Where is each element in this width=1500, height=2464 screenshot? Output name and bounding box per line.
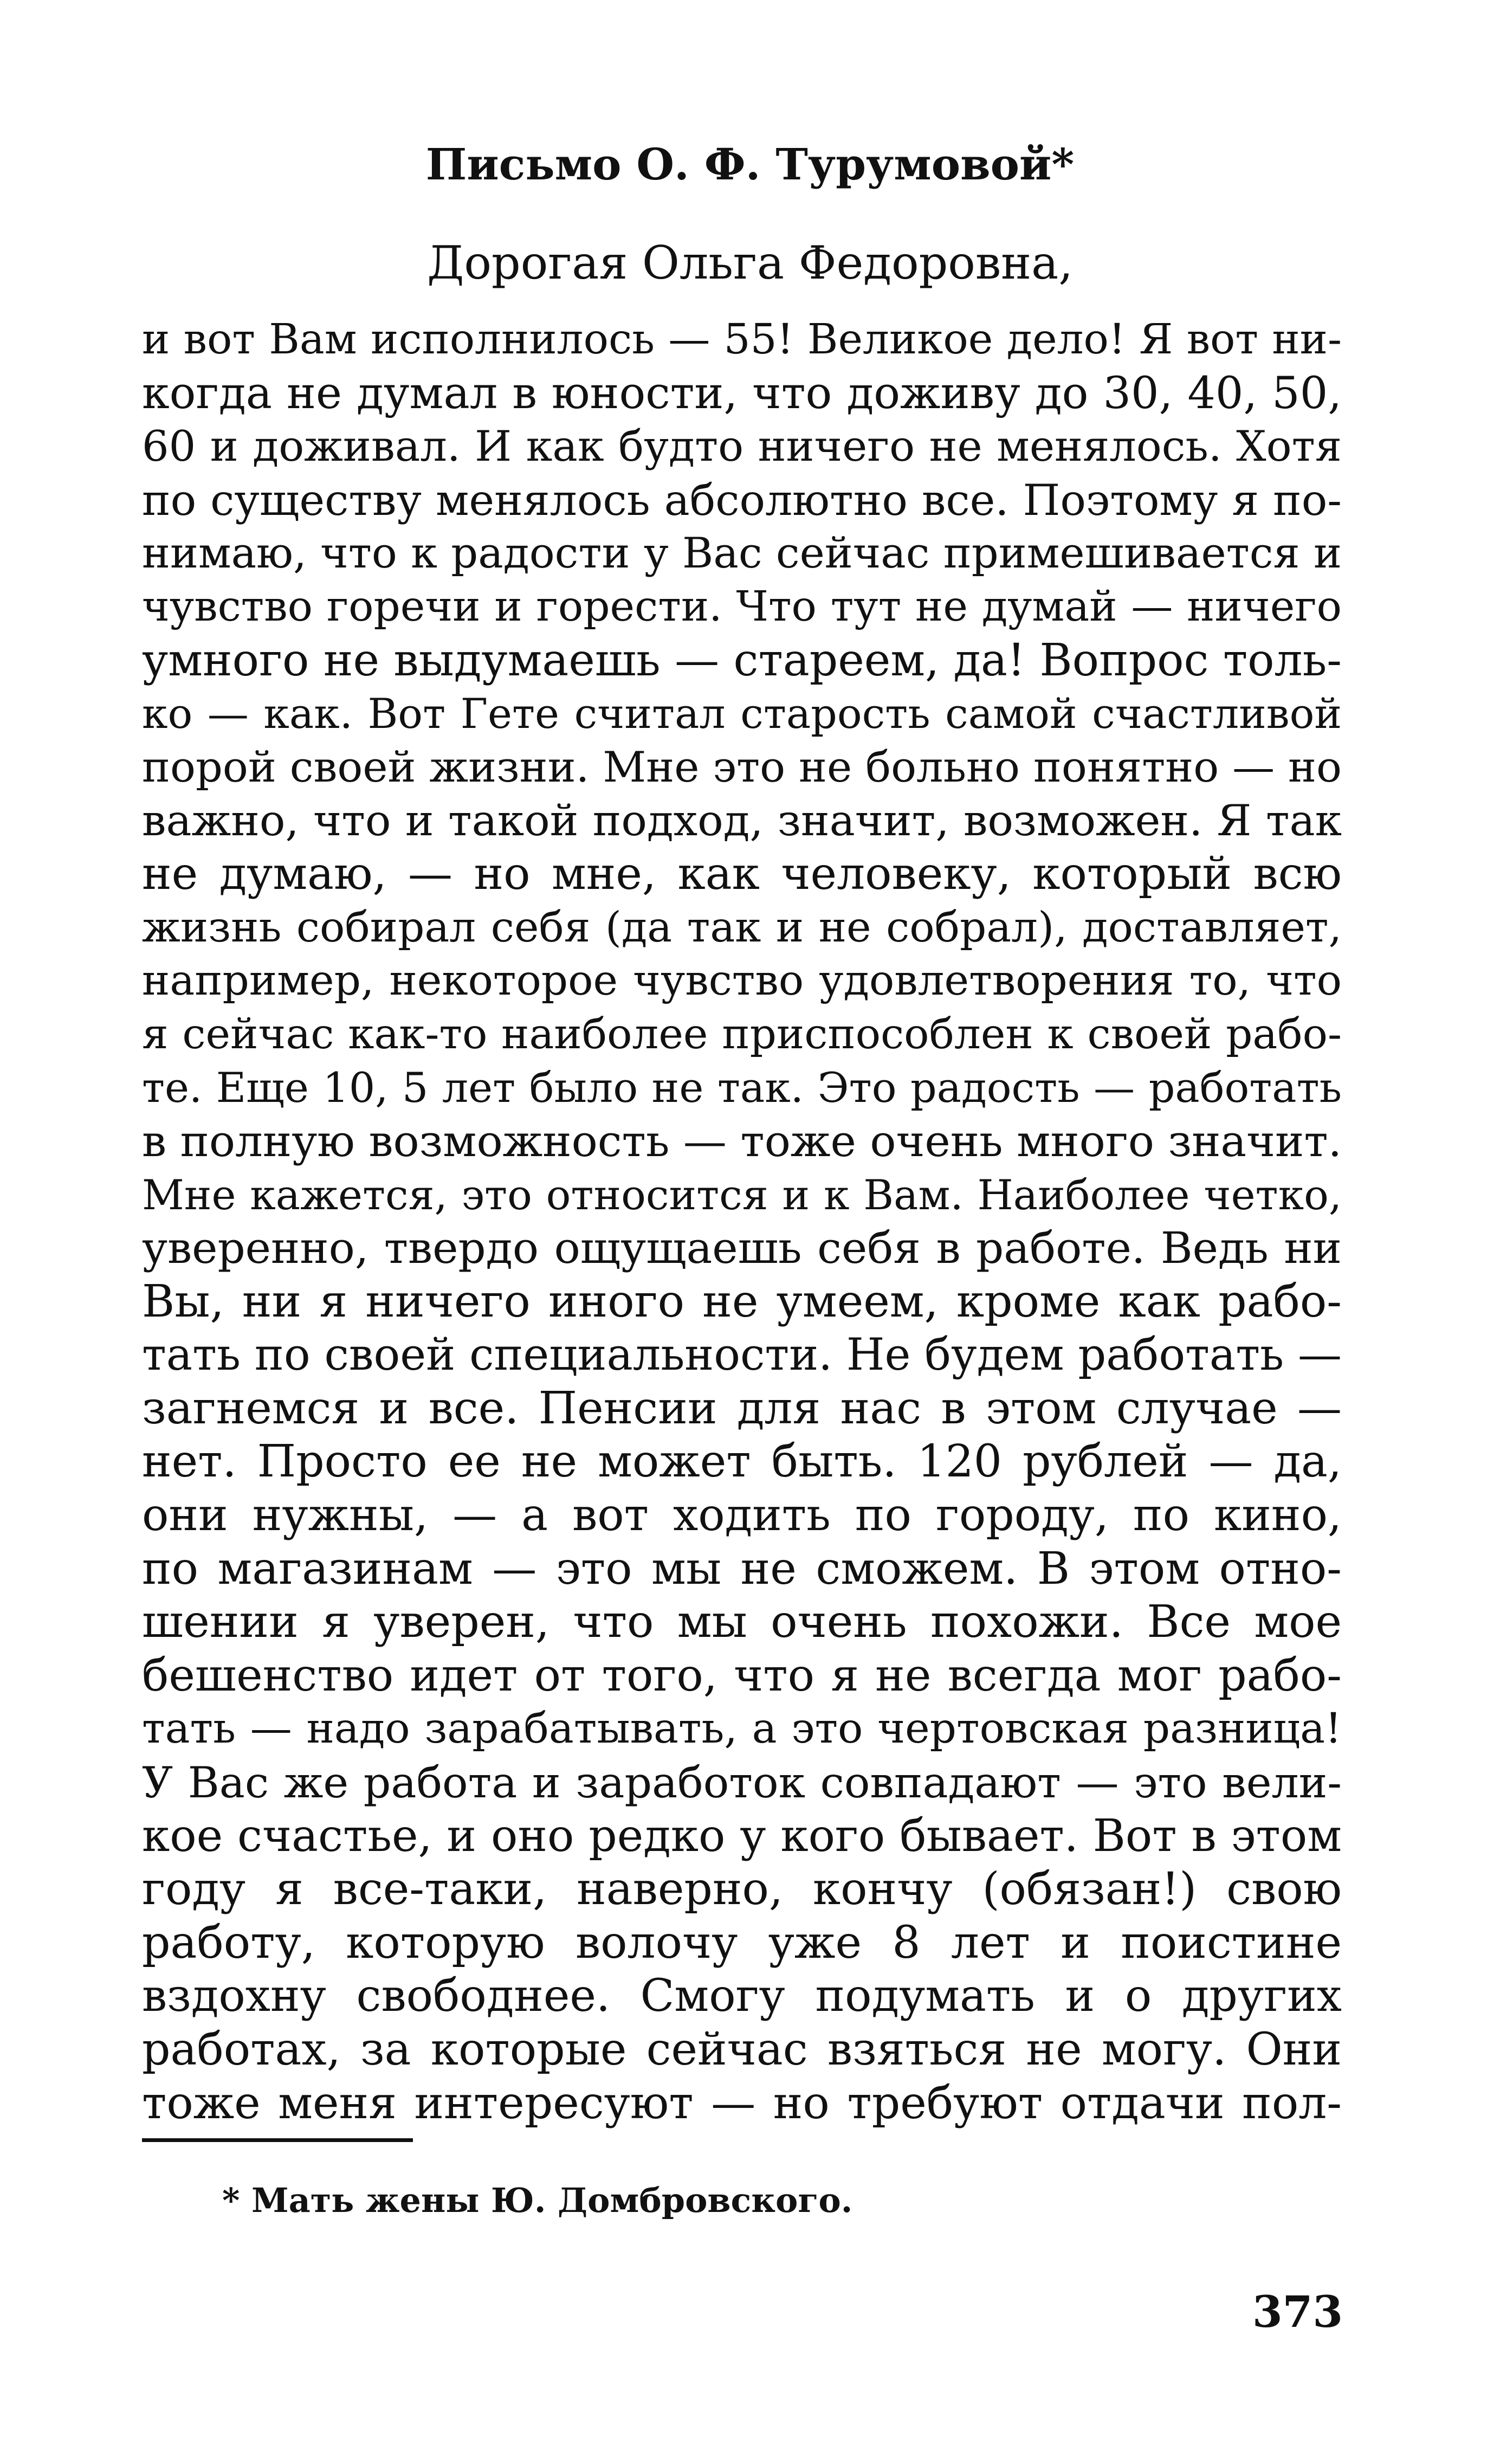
text-line: нимаю, что к радости у Вас сейчас примешивается и <box>142 529 1342 578</box>
text-line: по магазинам — это мы не сможем. В этом отно- <box>142 1543 1342 1595</box>
text-line: и вот Вам исполнилось — 55! Великое дело! Я вот ни- <box>142 315 1342 364</box>
text-line: в полную возможность — тоже очень много значит. <box>142 1115 1342 1166</box>
text-line: У Вас же работа и заработок совпадают — это вели- <box>142 1758 1342 1808</box>
page-number: 373 <box>1252 2286 1343 2337</box>
text-line: тать — надо зарабатывать, а это чертовская разница! <box>142 1705 1342 1753</box>
text-line: жизнь собирал себя (да так и не собрал), доставляет, <box>142 903 1342 952</box>
text-line: Мне кажется, это относится и к Вам. Наиболее четко, <box>142 1170 1342 1219</box>
text-line: порой своей жизни. Мне это не больно понятно — но <box>142 743 1342 792</box>
text-line: 60 и доживал. И как будто ничего не менялось. Хотя <box>142 422 1342 472</box>
text-line: например, некоторое чувство удовлетворения то, что <box>142 957 1342 1005</box>
text-line: они нужны, — а вот ходить по городу, по кино, <box>142 1489 1342 1541</box>
text-line: умного не выдумаешь — стареем, да! Вопрос толь- <box>142 634 1342 686</box>
text-line: работу, которую волочу уже 8 лет и поистине <box>142 1917 1342 1969</box>
text-line: по существу менялось абсолютно все. Поэтому я по- <box>142 475 1342 525</box>
text-line: бешенство идет от того, что я не всегда мог рабо- <box>142 1649 1342 1701</box>
footnote: * Мать жены Ю. Домбровского. <box>222 2181 853 2220</box>
letter-salutation: Дорогая Ольга Федоровна, <box>427 236 1073 289</box>
letter-title: Письмо О. Ф. Турумовой* <box>425 139 1075 190</box>
footnote-divider <box>142 2138 413 2142</box>
text-line: уверенно, твердо ощущаешь себя в работе. Ведь ни <box>142 1223 1342 1274</box>
text-line: Вы, ни я ничего иного не умеем, кроме как рабо- <box>142 1275 1342 1327</box>
text-line: работах, за которые сейчас взяться не могу. Они <box>142 2024 1342 2075</box>
text-line: тать по своей специальности. Не будем работать — <box>142 1330 1342 1381</box>
text-line: нет. Просто ее не может быть. 120 рублей — да, <box>142 1436 1342 1488</box>
text-line: я сейчас как-то наиболее приспособлен к своей рабо- <box>142 1010 1342 1059</box>
text-line: не думаю, — но мне, как человеку, который всю <box>142 848 1342 900</box>
text-line: тоже меня интересуют — но требуют отдачи пол- <box>142 2077 1342 2129</box>
text-line: вздохну свободнее. Смогу подумать и о других <box>142 1970 1342 2022</box>
text-line: шении я уверен, что мы очень похожи. Все мое <box>142 1596 1342 1648</box>
text-line: кое счастье, и оно редко у кого бывает. Вот в этом <box>142 1810 1342 1862</box>
letter-body <box>142 313 1342 2130</box>
text-line: чувство горечи и горести. Что тут не думай — ничего <box>142 582 1342 631</box>
text-line: ко — как. Вот Гете считал старость самой счастливой <box>142 689 1342 738</box>
text-line: загнемся и все. Пенсии для нас в этом случае — <box>142 1382 1342 1434</box>
text-line: когда не думал в юности, что доживу до 30, 40, 50, <box>142 367 1342 419</box>
text-line: те. Еще 10, 5 лет было не так. Это радость — работать <box>142 1063 1342 1112</box>
text-line: году я все-таки, наверно, кончу (обязан!) свою <box>142 1863 1342 1915</box>
text-line: важно, что и такой подход, значит, возможен. Я так <box>142 796 1342 846</box>
